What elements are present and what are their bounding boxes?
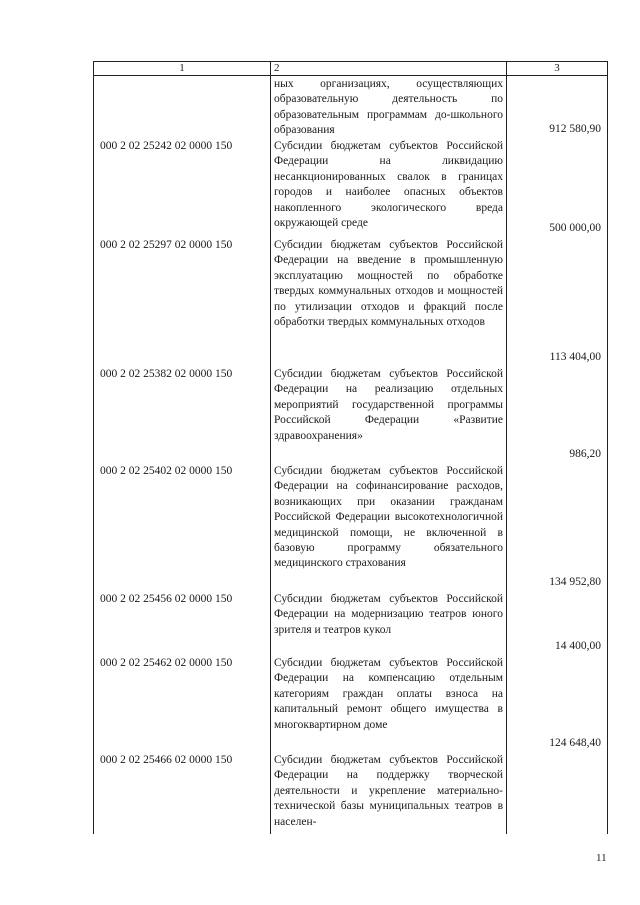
row-amount: 14 400,00 (555, 640, 601, 652)
row-code: 000 2 02 25456 02 0000 150 (100, 593, 233, 605)
row-code: 000 2 02 25297 02 0000 150 (100, 239, 233, 251)
row-description: Субсидии бюджетам субъектов Российской Федерации на введение в промышленную эксплуатацию мощностей по обработке твердых коммунальных отходов и мощностей по утилизации отходов и фракций после обработки твердых коммунальных отходов (274, 239, 503, 329)
row-amount: 500 000,00 (549, 222, 601, 234)
row-code: 000 2 02 25402 02 0000 150 (100, 465, 233, 477)
row-description-continuation: ных организациях, осуществляющих образовательную деятельность по образовательным программам до-школьного образования (274, 78, 503, 137)
row-code: 000 2 02 25462 02 0000 150 (100, 657, 233, 669)
row-description: Субсидии бюджетам субъектов Российской Федерации на ликвидацию несанкционированных свалок в границах городов и наиболее опасных объектов накопленного экологического вреда окружающей среде (274, 140, 503, 230)
row-description: Субсидии бюджетам субъектов Российской Федерации на реализацию отдельных мероприятий государственной программы Российской Федерации «Развитие здравоохранения» (274, 368, 503, 442)
row-amount: 134 952,80 (549, 576, 601, 588)
budget-table (93, 61, 608, 834)
row-description: Субсидии бюджетам субъектов Российской Федерации на компенсацию отдельным категориям граждан оплаты взноса на капитальный ремонт общего имущества в многоквартирном доме (274, 657, 503, 731)
row-description: Субсидии бюджетам субъектов Российской Федерации на поддержку творческой деятельности и укрепление материально-технической базы муниципальных театров в населен- (274, 754, 503, 828)
row-description: Субсидии бюджетам субъектов Российской Федерации на модернизацию театров юного зрителя и театров кукол (274, 593, 503, 636)
header-divider (94, 75, 607, 76)
row-amount-continuation: 912 580,90 (549, 123, 601, 135)
row-description: Субсидии бюджетам субъектов Российской Федерации на софинансирование расходов, возникающих при оказании гражданам Российской Федерации высокотехнологичной медицинской помощи, не включенной в базовую программу обязательного медицинского страхования (274, 465, 503, 570)
row-code: 000 2 02 25382 02 0000 150 (100, 368, 233, 380)
column-divider (506, 62, 507, 834)
row-code: 000 2 02 25466 02 0000 150 (100, 754, 233, 766)
row-code: 000 2 02 25242 02 0000 150 (100, 140, 233, 152)
column-header-2: 2 (274, 62, 280, 74)
column-divider (270, 62, 271, 834)
page-number: 11 (596, 852, 607, 864)
row-amount: 113 404,00 (549, 351, 601, 363)
row-amount: 986,20 (569, 448, 601, 460)
column-header-3: 3 (554, 62, 560, 74)
column-header-1: 1 (179, 62, 185, 74)
row-amount: 124 648,40 (549, 737, 601, 749)
